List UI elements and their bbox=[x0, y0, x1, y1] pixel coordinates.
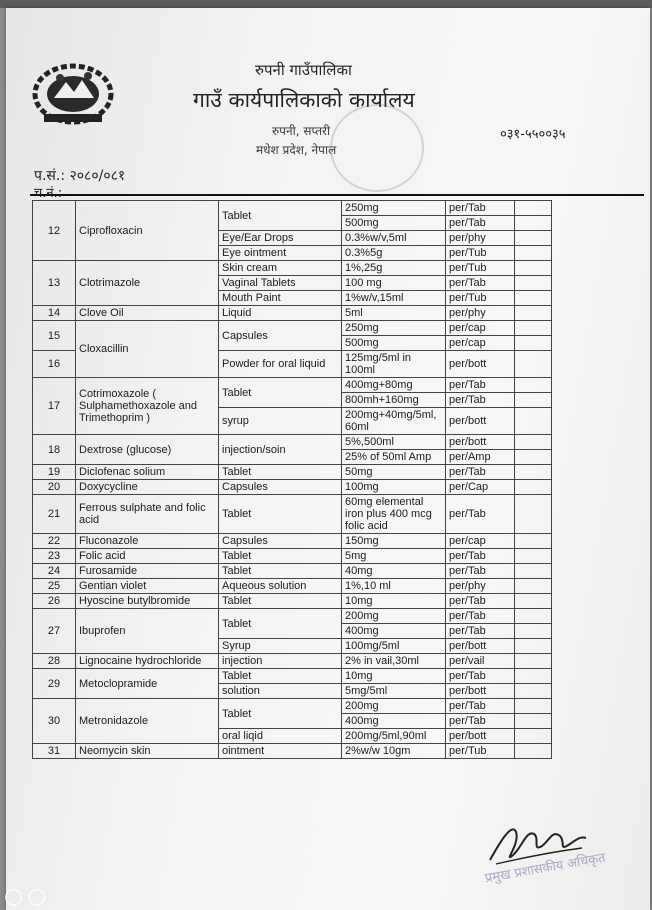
strength: 1%,25g bbox=[342, 261, 446, 276]
strength: 10mg bbox=[342, 594, 446, 609]
strength: 200mg bbox=[342, 609, 446, 624]
dosage-form: Capsules bbox=[219, 321, 342, 351]
medicine-name: Ibuprofen bbox=[76, 609, 219, 654]
blank-cell bbox=[515, 336, 552, 351]
dosage-form: Aqueous solution bbox=[219, 579, 342, 594]
strength: 2% in vail,30ml bbox=[342, 654, 446, 669]
strength: 400mg bbox=[342, 714, 446, 729]
dosage-form: injection/soin bbox=[219, 435, 342, 465]
dosage-form: Skin cream bbox=[219, 261, 342, 276]
blank-cell bbox=[515, 480, 552, 495]
serial-number: 30 bbox=[33, 699, 76, 744]
medicine-name: Clove Oil bbox=[76, 306, 219, 321]
strength: 100mg/5ml bbox=[342, 639, 446, 654]
unit: per/Tab bbox=[446, 699, 515, 714]
dosage-form: Tablet bbox=[219, 564, 342, 579]
blank-cell bbox=[515, 564, 552, 579]
dosage-form: Tablet bbox=[219, 699, 342, 729]
strength: 5ml bbox=[342, 306, 446, 321]
strength: 5%,500ml bbox=[342, 435, 446, 450]
strength: 60mg elemental iron plus 400 mcg folic acid bbox=[342, 495, 446, 534]
strength: 250mg bbox=[342, 321, 446, 336]
medicine-name: Metoclopramide bbox=[76, 669, 219, 699]
serial-number: 29 bbox=[33, 669, 76, 699]
dosage-form: Tablet bbox=[219, 669, 342, 684]
unit: per/Tub bbox=[446, 291, 515, 306]
dosage-form: Vaginal Tablets bbox=[219, 276, 342, 291]
medicine-name: Hyoscine butylbromide bbox=[76, 594, 219, 609]
table-row bbox=[33, 201, 552, 216]
blank-cell bbox=[515, 624, 552, 639]
blank-cell bbox=[515, 669, 552, 684]
blank-cell bbox=[515, 231, 552, 246]
unit: per/bott bbox=[446, 435, 515, 450]
serial-number: 14 bbox=[33, 306, 76, 321]
medicine-name: Neomycin skin bbox=[76, 744, 219, 759]
unit: per/Tab bbox=[446, 669, 515, 684]
blank-cell bbox=[515, 654, 552, 669]
phone-number: ०३१-५५००३५ bbox=[500, 127, 566, 142]
blank-cell bbox=[515, 321, 552, 336]
blank-cell bbox=[515, 465, 552, 480]
unit: per/Tab bbox=[446, 549, 515, 564]
top-dark-edge bbox=[0, 0, 652, 8]
blank-cell bbox=[515, 393, 552, 408]
dosage-form: Tablet bbox=[219, 465, 342, 480]
medicine-name: Ciprofloxacin bbox=[76, 201, 219, 261]
strength: 200mg/5ml,90ml bbox=[342, 729, 446, 744]
blank-cell bbox=[515, 684, 552, 699]
table-row bbox=[33, 564, 552, 579]
blank-cell bbox=[515, 261, 552, 276]
dosage-form: injection bbox=[219, 654, 342, 669]
unit: per/vail bbox=[446, 654, 515, 669]
unit: per/bott bbox=[446, 729, 515, 744]
unit: per/Tub bbox=[446, 261, 515, 276]
dosage-form: Tablet bbox=[219, 201, 342, 231]
serial-number: 22 bbox=[33, 534, 76, 549]
table-row bbox=[33, 435, 552, 450]
blank-cell bbox=[515, 549, 552, 564]
table-row bbox=[33, 480, 552, 495]
medicine-name: Furosamide bbox=[76, 564, 219, 579]
blank-cell bbox=[515, 609, 552, 624]
blank-cell bbox=[515, 594, 552, 609]
serial-number: 23 bbox=[33, 549, 76, 564]
office-title: गाउँ कार्यपालिकाको कार्यालय bbox=[193, 88, 415, 112]
unit: per/cap bbox=[446, 321, 515, 336]
blank-cell bbox=[515, 276, 552, 291]
table-row bbox=[33, 378, 552, 393]
table-row bbox=[33, 594, 552, 609]
serial-number: 21 bbox=[33, 495, 76, 534]
unit: per/cap bbox=[446, 534, 515, 549]
table-row bbox=[33, 579, 552, 594]
dosage-form: Eye ointment bbox=[219, 246, 342, 261]
strength: 5mg/5ml bbox=[342, 684, 446, 699]
strength: 40mg bbox=[342, 564, 446, 579]
blank-cell bbox=[515, 495, 552, 534]
unit: per/Tab bbox=[446, 216, 515, 231]
unit: per/Tab bbox=[446, 276, 515, 291]
blank-cell bbox=[515, 639, 552, 654]
unit: per/Tab bbox=[446, 594, 515, 609]
medicine-name: Ferrous sulphate and folic acid bbox=[76, 495, 219, 534]
address-line-2: मधेश प्रदेश, नेपाल bbox=[256, 143, 337, 157]
strength: 500mg bbox=[342, 216, 446, 231]
unit: per/bott bbox=[446, 684, 515, 699]
unit: per/Tub bbox=[446, 744, 515, 759]
blank-cell bbox=[515, 435, 552, 450]
table-row bbox=[33, 549, 552, 564]
table-row bbox=[33, 699, 552, 714]
medicine-name: Diclofenac solium bbox=[76, 465, 219, 480]
unit: per/Cap bbox=[446, 480, 515, 495]
blank-cell bbox=[515, 714, 552, 729]
strength: 0.3%5g bbox=[342, 246, 446, 261]
blank-cell bbox=[515, 450, 552, 465]
medicine-name: Cotrimoxazole ( Sulphamethoxazole and Trimethoprim ) bbox=[76, 378, 219, 435]
dosage-form: Mouth Paint bbox=[219, 291, 342, 306]
unit: per/Tab bbox=[446, 495, 515, 534]
unit: per/bott bbox=[446, 408, 515, 435]
medicine-name: Folic acid bbox=[76, 549, 219, 564]
serial-number: 25 bbox=[33, 579, 76, 594]
reference-number: प.सं.: २०८०/०८१ bbox=[34, 168, 126, 184]
unit: per/phy bbox=[446, 579, 515, 594]
serial-number: 18 bbox=[33, 435, 76, 465]
office-stamp-icon bbox=[330, 104, 424, 192]
officer-seal-text: प्रमुख प्रशासकीय अधिकृत bbox=[483, 850, 607, 887]
strength: 0.3%w/v,5ml bbox=[342, 231, 446, 246]
strength: 200mg bbox=[342, 699, 446, 714]
dosage-form: Powder for oral liquid bbox=[219, 351, 342, 378]
strength: 25% of 50ml Amp bbox=[342, 450, 446, 465]
table-row bbox=[33, 495, 552, 534]
blank-cell bbox=[515, 306, 552, 321]
strength: 1%w/v,15ml bbox=[342, 291, 446, 306]
strength: 1%,10 ml bbox=[342, 579, 446, 594]
dosage-form: Capsules bbox=[219, 480, 342, 495]
blank-cell bbox=[515, 291, 552, 306]
dosage-form: Syrup bbox=[219, 639, 342, 654]
dosage-form: oral liqid bbox=[219, 729, 342, 744]
municipality-name: रुपनी गाउँपालिका bbox=[255, 61, 352, 79]
blank-cell bbox=[515, 216, 552, 231]
dosage-form: solution bbox=[219, 684, 342, 699]
medicine-name: Dextrose (glucose) bbox=[76, 435, 219, 465]
table-row bbox=[33, 654, 552, 669]
dosage-form: Eye/Ear Drops bbox=[219, 231, 342, 246]
unit: per/Tab bbox=[446, 564, 515, 579]
serial-number: 13 bbox=[33, 261, 76, 306]
blank-cell bbox=[515, 744, 552, 759]
strength: 400mg+80mg bbox=[342, 378, 446, 393]
serial-number: 17 bbox=[33, 378, 76, 435]
strength: 150mg bbox=[342, 534, 446, 549]
unit: per/phy bbox=[446, 306, 515, 321]
strength: 125mg/5ml in 100ml bbox=[342, 351, 446, 378]
table-row bbox=[33, 306, 552, 321]
strength: 10mg bbox=[342, 669, 446, 684]
serial-number: 31 bbox=[33, 744, 76, 759]
serial-number: 26 bbox=[33, 594, 76, 609]
unit: per/phy bbox=[446, 231, 515, 246]
blank-cell bbox=[515, 729, 552, 744]
camera-overlay-icon: ○○ bbox=[4, 884, 51, 909]
strength: 800mh+160mg bbox=[342, 393, 446, 408]
unit: per/Tab bbox=[446, 465, 515, 480]
unit: per/Tub bbox=[446, 246, 515, 261]
blank-cell bbox=[515, 201, 552, 216]
dosage-form: ointment bbox=[219, 744, 342, 759]
strength: 400mg bbox=[342, 624, 446, 639]
nepal-government-emblem-icon bbox=[30, 58, 116, 128]
medicine-name: Clotrimazole bbox=[76, 261, 219, 306]
strength: 5mg bbox=[342, 549, 446, 564]
strength: 500mg bbox=[342, 336, 446, 351]
dosage-form: Liquid bbox=[219, 306, 342, 321]
dosage-form: Tablet bbox=[219, 378, 342, 408]
unit: per/cap bbox=[446, 336, 515, 351]
strength: 50mg bbox=[342, 465, 446, 480]
strength: 100 mg bbox=[342, 276, 446, 291]
unit: per/bott bbox=[446, 639, 515, 654]
strength: 200mg+40mg/5ml, 60ml bbox=[342, 408, 446, 435]
serial-number: 24 bbox=[33, 564, 76, 579]
table-row bbox=[33, 321, 552, 336]
medicine-name: Doxycycline bbox=[76, 480, 219, 495]
blank-cell bbox=[515, 579, 552, 594]
medicine-name: Lignocaine hydrochloride bbox=[76, 654, 219, 669]
dosage-form: syrup bbox=[219, 408, 342, 435]
blank-cell bbox=[515, 408, 552, 435]
unit: per/Tab bbox=[446, 624, 515, 639]
medicine-name: Gentian violet bbox=[76, 579, 219, 594]
serial-number: 28 bbox=[33, 654, 76, 669]
unit: per/Tab bbox=[446, 378, 515, 393]
dosage-form: Tablet bbox=[219, 549, 342, 564]
medicine-name: Fluconazole bbox=[76, 534, 219, 549]
blank-cell bbox=[515, 378, 552, 393]
serial-number: 15 bbox=[33, 321, 76, 351]
unit: per/Amp bbox=[446, 450, 515, 465]
serial-number: 27 bbox=[33, 609, 76, 654]
table-row bbox=[33, 261, 552, 276]
strength: 2%w/w 10gm bbox=[342, 744, 446, 759]
table-row bbox=[33, 534, 552, 549]
medicine-name: Metronidazole bbox=[76, 699, 219, 744]
strength: 250mg bbox=[342, 201, 446, 216]
dosage-form: Tablet bbox=[219, 495, 342, 534]
unit: per/Tab bbox=[446, 609, 515, 624]
unit: per/Tab bbox=[446, 393, 515, 408]
unit: per/Tab bbox=[446, 714, 515, 729]
unit: per/bott bbox=[446, 351, 515, 378]
header-divider bbox=[30, 194, 644, 196]
blank-cell bbox=[515, 699, 552, 714]
serial-number: 20 bbox=[33, 480, 76, 495]
table-row bbox=[33, 669, 552, 684]
address-line-1: रुपनी, सप्तरी bbox=[272, 124, 331, 138]
blank-cell bbox=[515, 246, 552, 261]
dosage-form: Tablet bbox=[219, 609, 342, 639]
medicine-table bbox=[32, 200, 552, 759]
serial-number: 12 bbox=[33, 201, 76, 261]
strength: 100mg bbox=[342, 480, 446, 495]
table-row bbox=[33, 744, 552, 759]
serial-number: 19 bbox=[33, 465, 76, 480]
unit: per/Tab bbox=[446, 201, 515, 216]
dispatch-number bbox=[34, 183, 62, 201]
table-row bbox=[33, 609, 552, 624]
medicine-name: Cloxacillin bbox=[76, 321, 219, 378]
blank-cell bbox=[515, 534, 552, 549]
dosage-form: Tablet bbox=[219, 594, 342, 609]
table-row bbox=[33, 465, 552, 480]
blank-cell bbox=[515, 351, 552, 378]
dosage-form: Capsules bbox=[219, 534, 342, 549]
serial-number: 16 bbox=[33, 351, 76, 378]
